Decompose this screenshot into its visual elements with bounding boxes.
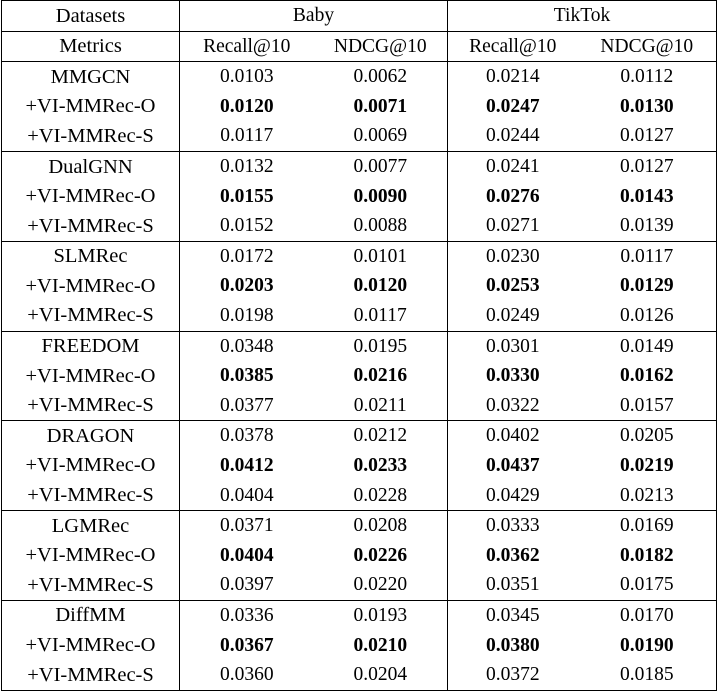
datasets-header: Datasets xyxy=(2,1,180,32)
tiktok-ndcg-cell: 0.0185 xyxy=(578,660,717,690)
baby-recall-cell: 0.0412 xyxy=(219,454,274,476)
baby-recall-cell: 0.0120 xyxy=(219,95,274,117)
tiktok-ndcg-cell: 0.0130 xyxy=(578,92,717,122)
baby-ndcg-cell: 0.0120 xyxy=(314,271,448,301)
table-row xyxy=(2,241,717,271)
table-row xyxy=(2,570,717,600)
baby-ndcg-cell: 0.0228 xyxy=(314,481,448,511)
tiktok-recall-cell: 0.0253 xyxy=(485,275,540,297)
tiktok-ndcg-cell: 0.0182 xyxy=(578,541,717,571)
model-name-cell: LGMRec xyxy=(2,511,180,541)
tiktok-recall-cell: 0.0402 xyxy=(448,421,578,451)
model-name-cell: +VI-MMRec-O xyxy=(2,361,180,391)
baby-ndcg-cell: 0.0208 xyxy=(314,511,448,541)
tiktok-recall-cell: 0.0271 xyxy=(485,215,540,237)
model-name-cell: +VI-MMRec-O xyxy=(2,451,180,481)
table-row xyxy=(2,451,717,481)
tiktok-recall-cell: 0.0249 xyxy=(485,304,540,326)
model-name-cell: DRAGON xyxy=(2,421,180,451)
tiktok-recall-cell: 0.0380 xyxy=(485,634,540,656)
tiktok-ndcg-cell: 0.0127 xyxy=(578,121,717,151)
baby-ndcg-cell: 0.0062 xyxy=(314,62,448,92)
tiktok-recall-cell: 0.0247 xyxy=(485,95,540,117)
tiktok-recall-cell: 0.0230 xyxy=(448,241,578,271)
baby-ndcg-cell: 0.0088 xyxy=(314,211,448,241)
tiktok-ndcg-cell: 0.0127 xyxy=(578,151,717,181)
model-name-cell: +VI-MMRec-S xyxy=(2,570,180,600)
model-name-cell: SLMRec xyxy=(2,241,180,271)
tiktok-recall-cell: 0.0301 xyxy=(448,331,578,361)
baby-ndcg-cell: 0.0226 xyxy=(314,541,448,571)
table-row xyxy=(2,481,717,511)
tiktok-ndcg-cell: 0.0126 xyxy=(578,301,717,331)
table-row xyxy=(2,331,717,361)
table-row xyxy=(2,600,717,630)
tiktok-recall-cell: 0.0372 xyxy=(448,660,578,690)
tiktok-ndcg-cell: 0.0112 xyxy=(578,62,717,92)
tiktok-recall-cell: 0.0276 xyxy=(485,185,540,207)
tiktok-ndcg-cell: 0.0149 xyxy=(578,331,717,361)
baby-recall-cell: 0.0155 xyxy=(219,185,274,207)
model-name-cell: +VI-MMRec-O xyxy=(2,182,180,212)
table-row xyxy=(2,211,717,241)
metric-header-tiktok-ndcg: NDCG@10 xyxy=(578,31,717,62)
baby-recall-cell: 0.0378 xyxy=(180,421,314,451)
baby-recall-cell: 0.0203 xyxy=(219,275,274,297)
model-name-cell: +VI-MMRec-O xyxy=(2,271,180,301)
tiktok-ndcg-cell: 0.0213 xyxy=(578,481,717,511)
table-row xyxy=(2,391,717,421)
tiktok-ndcg-cell: 0.0175 xyxy=(578,570,717,600)
baby-ndcg-cell: 0.0220 xyxy=(314,570,448,600)
table-row xyxy=(2,511,717,541)
header-row-datasets xyxy=(2,1,717,32)
metrics-header: Metrics xyxy=(2,31,180,62)
baby-ndcg-cell: 0.0193 xyxy=(314,600,448,630)
tiktok-ndcg-cell: 0.0129 xyxy=(578,271,717,301)
table-row xyxy=(2,271,717,301)
model-name-cell: +VI-MMRec-S xyxy=(2,391,180,421)
model-name-cell: +VI-MMRec-S xyxy=(2,660,180,690)
model-name-cell: +VI-MMRec-S xyxy=(2,481,180,511)
table-body xyxy=(2,1,717,691)
baby-recall-cell: 0.0336 xyxy=(180,600,314,630)
dataset-header-tiktok: TikTok xyxy=(448,1,717,32)
table-row xyxy=(2,151,717,181)
tiktok-ndcg-cell: 0.0170 xyxy=(578,600,717,630)
baby-ndcg-cell: 0.0233 xyxy=(314,451,448,481)
model-name-cell: +VI-MMRec-S xyxy=(2,211,180,241)
tiktok-recall-cell: 0.0244 xyxy=(485,125,540,147)
tiktok-recall-cell: 0.0330 xyxy=(485,365,540,387)
table-row xyxy=(2,541,717,571)
baby-recall-cell: 0.0348 xyxy=(180,331,314,361)
baby-recall-cell: 0.0404 xyxy=(219,544,274,566)
tiktok-recall-cell: 0.0333 xyxy=(448,511,578,541)
baby-ndcg-cell: 0.0204 xyxy=(314,660,448,690)
baby-recall-cell: 0.0103 xyxy=(180,62,314,92)
baby-recall-cell: 0.0371 xyxy=(180,511,314,541)
table-row xyxy=(2,182,717,212)
baby-ndcg-cell: 0.0212 xyxy=(314,421,448,451)
baby-recall-cell: 0.0404 xyxy=(219,484,274,506)
tiktok-ndcg-cell: 0.0117 xyxy=(578,241,717,271)
dataset-header-baby: Baby xyxy=(180,1,448,32)
baby-recall-cell: 0.0367 xyxy=(219,634,274,656)
tiktok-ndcg-cell: 0.0169 xyxy=(578,511,717,541)
tiktok-recall-cell: 0.0437 xyxy=(485,454,540,476)
tiktok-ndcg-cell: 0.0219 xyxy=(578,451,717,481)
tiktok-recall-cell: 0.0429 xyxy=(485,484,540,506)
table-row xyxy=(2,301,717,331)
table-row xyxy=(2,121,717,151)
model-name-cell: FREEDOM xyxy=(2,331,180,361)
header-row-metrics xyxy=(2,31,717,62)
baby-ndcg-cell: 0.0101 xyxy=(314,241,448,271)
baby-recall-cell: 0.0198 xyxy=(219,304,274,326)
baby-recall-cell: 0.0397 xyxy=(219,574,274,596)
table-row xyxy=(2,660,717,690)
baby-recall-cell: 0.0360 xyxy=(180,660,314,690)
tiktok-recall-cell: 0.0362 xyxy=(485,544,540,566)
baby-ndcg-cell: 0.0117 xyxy=(314,301,448,331)
baby-ndcg-cell: 0.0210 xyxy=(314,630,448,660)
model-name-cell: DualGNN xyxy=(2,151,180,181)
tiktok-ndcg-cell: 0.0162 xyxy=(578,361,717,391)
table-row xyxy=(2,92,717,122)
baby-ndcg-cell: 0.0069 xyxy=(314,121,448,151)
tiktok-recall-cell: 0.0322 xyxy=(485,394,540,416)
tiktok-recall-cell: 0.0351 xyxy=(485,574,540,596)
tiktok-ndcg-cell: 0.0157 xyxy=(578,391,717,421)
model-name-cell: +VI-MMRec-O xyxy=(2,92,180,122)
baby-ndcg-cell: 0.0195 xyxy=(314,331,448,361)
tiktok-recall-cell: 0.0345 xyxy=(448,600,578,630)
tiktok-ndcg-cell: 0.0190 xyxy=(578,630,717,660)
metric-header-baby-ndcg: NDCG@10 xyxy=(314,31,448,62)
tiktok-ndcg-cell: 0.0139 xyxy=(578,211,717,241)
baby-ndcg-cell: 0.0071 xyxy=(314,92,448,122)
baby-recall-cell: 0.0377 xyxy=(219,394,274,416)
baby-recall-cell: 0.0117 xyxy=(220,125,274,147)
table-row xyxy=(2,361,717,391)
model-name-cell: +VI-MMRec-O xyxy=(2,630,180,660)
baby-recall-cell: 0.0152 xyxy=(219,215,274,237)
tiktok-ndcg-cell: 0.0143 xyxy=(578,182,717,212)
baby-recall-cell: 0.0172 xyxy=(180,241,314,271)
baby-ndcg-cell: 0.0216 xyxy=(314,361,448,391)
results-table xyxy=(1,0,717,691)
model-name-cell: +VI-MMRec-S xyxy=(2,121,180,151)
table-row xyxy=(2,62,717,92)
tiktok-recall-cell: 0.0241 xyxy=(448,151,578,181)
baby-recall-cell: 0.0385 xyxy=(219,365,274,387)
baby-ndcg-cell: 0.0211 xyxy=(314,391,448,421)
tiktok-recall-cell: 0.0214 xyxy=(448,62,578,92)
baby-ndcg-cell: 0.0077 xyxy=(314,151,448,181)
model-name-cell: DiffMM xyxy=(2,600,180,630)
model-name-cell: MMGCN xyxy=(2,62,180,92)
baby-ndcg-cell: 0.0090 xyxy=(314,182,448,212)
metric-header-baby-recall: Recall@10 xyxy=(180,31,314,62)
table-row xyxy=(2,630,717,660)
table-row xyxy=(2,421,717,451)
model-name-cell: +VI-MMRec-S xyxy=(2,301,180,331)
baby-recall-cell: 0.0132 xyxy=(180,151,314,181)
metric-header-tiktok-recall: Recall@10 xyxy=(448,31,578,62)
model-name-cell: +VI-MMRec-O xyxy=(2,541,180,571)
tiktok-ndcg-cell: 0.0205 xyxy=(578,421,717,451)
